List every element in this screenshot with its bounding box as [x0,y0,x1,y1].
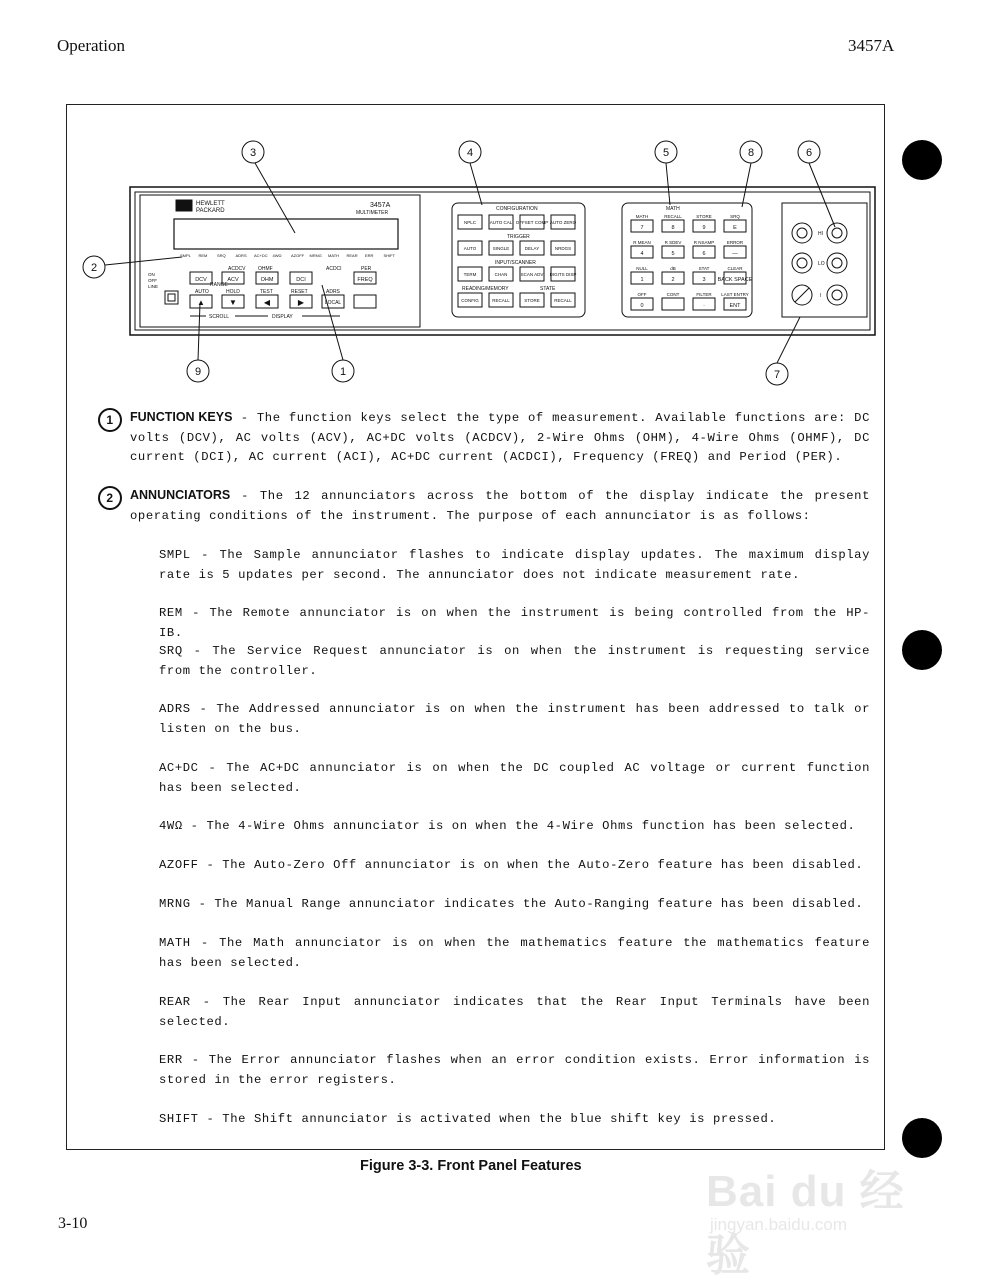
config-key[interactable] [551,293,575,307]
annunciator-rem: REM - The Remote annunciator is on when the instrument is being controlled from the HP-IB. [159,606,870,640]
config-key[interactable] [489,267,513,281]
svg-text:▶: ▶ [297,298,305,307]
running-header-right: 3457A [848,36,895,55]
svg-text:OHM: OHM [260,277,274,283]
fn-shift-label-3: PER [361,266,372,272]
math-key-label: STAT [698,266,710,271]
callout-2-label: 2 [90,262,98,274]
callout-9-label: 9 [194,366,202,378]
watermark-logo: Bai du 经验 [706,1167,905,1280]
annunciator-strip-label: AZOFF [291,253,305,258]
math-key[interactable] [662,220,684,232]
config-key-label: TERM [463,272,477,277]
callout-9 [187,360,209,382]
math-key-face: 7 [640,225,644,231]
callout-4-label: 4 [466,147,474,159]
annunciator-smpl: SMPL - The Sample annunciator flashes to indicate display updates. The maximum display rate is 5 updates per second. The annunciator does not indicate measurement rate. [159,548,870,582]
function-keys-text: The function keys select the type of measurement. Available functions are: DC volts (DCV), AC volts (ACV), AC+DC volts (ACDCV), 2-Wire Ohms (OHM), 4-Wire Ohms (OHMF), DC current (DCI), AC current (ACI), AC+DC current (ACDCI), Frequency (FREQ) and Period (PER). [130,411,870,464]
leader-3 [255,163,295,233]
annunciator-acdc: AC+DC - The AC+DC annunciator is on when the DC coupled AC voltage or current function has been selected. [159,761,870,795]
binder-hole-top [902,140,942,180]
config-key-label: DIGITS DISP [549,272,577,277]
annunciator-srq: SRQ - The Service Request annunciator is on when the instrument is requesting service from the controller. [159,644,870,678]
annunciator-strip-label: MRNG [309,253,322,258]
math-key-face: 8 [671,225,675,231]
binder-hole-bottom [902,1118,942,1158]
math-key-label: R SDEV [664,240,682,245]
callout-3-label: 3 [249,147,257,159]
annunciator-shift: SHIFT - The Shift annunciator is activated when the blue shift key is pressed. [159,1112,777,1126]
math-key-label: SRQ [730,214,740,219]
svg-text:DCV: DCV [195,277,207,283]
annunciator-strip-label: SHIFT [383,253,396,258]
math-key-label: ERROR [726,240,744,245]
config-key-label: DELAY [524,246,540,251]
math-key-label: CONT [666,292,680,297]
math-key-label: NULL [636,266,648,271]
svg-text:▼: ▼ [229,298,237,307]
math-key-face: E [733,225,737,231]
annunciator-strip [180,253,396,258]
power-label-off: OFF [148,278,157,283]
terminal-hi-right[interactable] [827,223,847,243]
config-key[interactable] [550,267,577,281]
config-key[interactable] [516,215,548,229]
terminal-lo-left[interactable] [792,253,812,273]
leader-4 [470,163,482,205]
math-key[interactable] [662,272,684,284]
lower-label-1: HOLD [226,289,240,295]
lower-label-0: AUTO [195,289,209,295]
running-header-left: Operation [57,36,125,55]
config-key[interactable] [489,293,513,307]
math-key[interactable] [631,272,653,284]
config-label: CONFIGURATION [496,206,538,212]
callout-8-label: 8 [747,147,755,159]
config-key-label: AUTO ZERO [549,220,577,225]
key-dcv[interactable] [190,272,212,284]
annunciator-4w: 4WΩ - The 4-Wire Ohms annunciator is on when the 4-Wire Ohms function has been selected. [159,819,856,833]
watermark-url: jingyan.baidu.com [710,1215,848,1234]
math-key[interactable] [631,298,653,310]
key-freq[interactable] [354,272,376,284]
callout-6 [798,141,820,163]
svg-text:ACV: ACV [227,277,239,283]
annunciator-strip-label: ADRS [235,253,247,258]
config-key-label: OFFSET COMP [515,220,549,225]
brand-line1: HEWLETT [196,201,225,207]
annunciator-strip-label: REAR [346,253,358,258]
math-key[interactable] [724,220,746,232]
math-key-label: RECALL [664,214,682,219]
math-key-face: 4 [640,251,644,257]
model-line1: 3457A [370,202,391,209]
lower-label-3: RESET [291,289,308,295]
annunciator-strip-label: MATH [328,253,340,258]
annunciators-title: ANNUNCIATORS [130,488,231,502]
svg-text:FREQ: FREQ [357,277,373,283]
config-key[interactable] [520,241,544,255]
math-key-face: · [703,303,705,309]
section-number-2: 2 [98,486,122,510]
svg-text:▲: ▲ [197,298,205,307]
key-range-up[interactable] [190,295,212,308]
terminal-label-i: I [820,293,822,299]
key-dci[interactable] [290,272,312,284]
callout-1-label: 1 [339,366,347,378]
fn-shift-label-0: ACDCV [228,266,246,272]
input-scanner-label: INPUT/SCANNER [495,260,536,266]
leader-1 [322,285,343,360]
brand-line2: PACKARD [196,208,225,214]
lower-label-2: TEST [260,289,273,295]
annunciator-strip-label: AC+DC [254,253,268,258]
callout-8 [740,141,762,163]
math-key-label: CLEAR [727,266,743,271]
config-key-label: STORE [524,298,540,303]
math-key-face: 5 [671,251,675,257]
terminal-hi-left[interactable] [792,223,812,243]
callout-5-label: 5 [662,147,670,159]
scroll-label: SCROLL [209,314,230,320]
config-key-label: RECALL [492,298,510,303]
math-key[interactable] [693,220,715,232]
display-window [174,219,398,249]
callout-5 [655,141,677,163]
config-key-label: AUTO CAL [489,220,513,225]
config-key-label: CHAN [494,272,508,277]
math-key[interactable] [631,246,653,258]
leader-2 [105,257,182,265]
config-key[interactable] [489,241,513,255]
fn-shift-label-1: OHMF [258,266,273,272]
annunciator-mrng: MRNG - The Manual Range annunciator indicates the Auto-Ranging feature has been disabled. [159,897,864,911]
callout-4 [459,141,481,163]
annunciator-strip-label: 4WΩ [272,253,282,258]
math-key[interactable] [662,246,684,258]
config-key[interactable] [458,293,482,307]
hp-logo [176,200,192,211]
math-key-face: 1 [640,277,644,283]
config-key-label: NPLC [463,220,477,225]
key-ohm[interactable] [256,272,278,284]
config-key[interactable] [458,241,482,255]
math-key-label: dB [670,266,676,271]
reading-memory-label: READING/MEMORY [462,286,509,292]
math-key-label: FILTER [696,292,712,297]
config-key[interactable] [520,267,544,281]
math-key-face: 0 [640,303,644,309]
key-range-down[interactable] [222,295,244,308]
leader-5 [666,163,670,205]
math-key-label: R MEAN [633,240,651,245]
fuse-holder[interactable] [792,285,812,305]
key-scroll-left[interactable] [256,295,278,308]
config-key-label: RECALL [554,298,572,303]
binder-hole-middle [902,630,942,670]
function-keys-title: FUNCTION KEYS [130,410,233,424]
terminal-i[interactable] [827,285,847,305]
math-key-label: MATH [635,214,649,219]
config-key-label: AUTO [463,246,477,251]
math-key-label: R NSAMP [693,240,715,245]
annunciator-adrs: ADRS - The Addressed annunciator is on when the instrument has been addressed to talk or listen on the bus. [159,702,870,736]
math-key[interactable] [693,272,715,284]
config-key[interactable] [551,241,575,255]
section-number-1: 1 [98,408,122,432]
config-key-label: SINGLE [492,246,510,251]
annunciator-rear: REAR - The Rear Input annunciator indicates that the Rear Input Terminals have been selected. [159,995,870,1029]
power-switch[interactable] [165,291,178,304]
annunciator-strip-label: SRQ [217,253,226,258]
page-number: 3-10 [58,1215,88,1232]
math-key[interactable] [693,298,715,310]
math-key[interactable] [724,246,746,258]
figure-caption: Figure 3-3. Front Panel Features [360,1158,582,1174]
svg-text:LOCAL: LOCAL [324,300,342,306]
config-key-label: SCAN ADV [520,272,544,277]
math-key[interactable] [724,298,746,310]
math-key-label: LAST ENTRY [721,292,749,297]
terminal-label-lo: LO [818,261,825,267]
annunciator-math: MATH - The Math annunciator is on when the mathematics feature the mathematics feature has been selected. [159,936,870,970]
display-label: DISPLAY [272,314,293,320]
annunciators-paragraph: 2 ANNUNCIATORS - The 12 annunciators across the bottom of the display indicate the present operating conditions of the instrument. The purpose of each annunciator is as follows: [98,486,870,526]
annunciator-strip-label: ERR [365,253,374,258]
config-key-label: NRDGS [554,246,572,251]
math-key-face: 9 [702,225,706,231]
callout-1 [332,360,354,382]
callout-6-label: 6 [805,147,813,159]
fn-shift-label-2: ACDCI [326,266,342,272]
math-key[interactable] [718,272,753,284]
leader-8 [742,163,751,207]
lower-label-4: ADRS [326,289,340,295]
config-key-label: CONFIG [461,298,479,303]
config-key[interactable] [550,215,577,229]
range-label: RANGE [210,282,228,288]
function-keys-paragraph: 1 FUNCTION KEYS - The function keys select the type of measurement. Available functions are: DC volts (DCV), AC volts (ACV), AC+DC volts (ACDCV), 2-Wire Ohms (OHM), 4-Wire Ohms (OHMF), DC current (DCI), AC current (ACI), AC+DC current (ACDCI), Frequency (FREQ) and Period (PER). [98,408,870,468]
leader-7 [777,317,800,363]
key-scroll-right[interactable] [290,295,312,308]
math-key[interactable] [662,298,684,310]
terminal-block [782,203,867,317]
terminal-lo-right[interactable] [827,253,847,273]
callout-2 [83,256,105,278]
config-key[interactable] [520,293,544,307]
power-label-line: LINE [148,284,159,289]
config-key[interactable] [458,215,482,229]
leader-6 [809,163,835,227]
terminal-label-hi: HI [818,231,823,237]
front-panel-diagram [70,135,880,395]
math-key-label: OFF [637,292,647,297]
key-shift[interactable] [354,295,376,308]
math-key-face: BACK SPACE [717,277,753,283]
annunciator-err: ERR - The Error annunciator flashes when an error condition exists. Error information is stored in the error registers. [159,1053,870,1087]
annunciator-strip-label: REM [198,253,208,258]
model-line2: MULTIMETER [356,210,389,216]
math-key-grid [631,214,753,310]
config-key[interactable] [489,215,513,229]
svg-text:◀: ◀ [263,298,271,307]
math-key[interactable] [631,220,653,232]
power-label-on: ON [148,272,155,277]
watermark [706,1155,936,1280]
math-key-face: 3 [702,277,706,283]
state-label: STATE [540,286,556,292]
math-key-face: 6 [702,251,706,257]
leader-9 [198,303,200,360]
callout-7-label: 7 [773,369,781,381]
trigger-label: TRIGGER [507,234,530,240]
callout-7 [766,363,788,385]
annunciator-strip-label: SMPL [180,253,191,258]
math-key-face: ENT [729,303,741,309]
math-key-face: 2 [671,277,675,283]
svg-text:DCI: DCI [296,277,306,283]
math-key-face: — [732,251,738,257]
annunciators-text: The 12 annunciators across the bottom of the display indicate the present operating conditions of the instrument. The purpose of each annunciator is as follows: [130,489,870,523]
math-key-label: STORE [696,214,712,219]
annunciator-azoff: AZOFF - The Auto-Zero Off annunciator is on when the Auto-Zero feature has been disabled. [159,858,864,872]
math-key[interactable] [693,246,715,258]
math-group-label: MATH [666,206,680,212]
callout-3 [242,141,264,163]
config-key[interactable] [458,267,482,281]
